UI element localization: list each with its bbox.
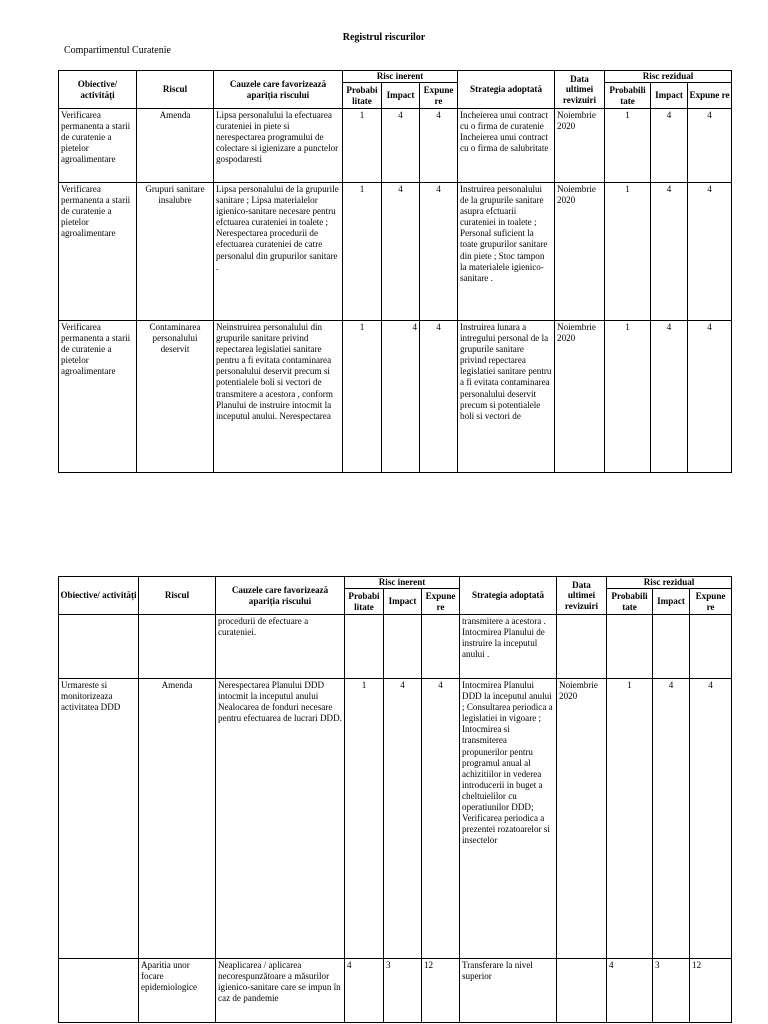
cell-risk: Grupuri sanitare insalubre bbox=[137, 183, 214, 321]
cell-probability: 1 bbox=[343, 109, 382, 183]
cell-residual-impact: 4 bbox=[651, 109, 688, 183]
cell-residual-impact: 4 bbox=[653, 679, 690, 959]
cell-impact: 4 bbox=[384, 679, 422, 959]
cell-residual-probability: 4 bbox=[607, 959, 653, 1023]
header-residual-impact: Impact bbox=[651, 83, 688, 109]
table-row bbox=[59, 959, 732, 1023]
cell-exposure: 4 bbox=[422, 679, 460, 959]
table-row bbox=[59, 183, 732, 321]
cell-residual-impact: 3 bbox=[653, 959, 690, 1023]
header-residual-exposure: Expune re bbox=[690, 589, 732, 615]
cell-objective: Verificarea permanenta a starii de curatenie a pietelor agroalimentare bbox=[59, 183, 137, 321]
risk-register-table-1 bbox=[58, 70, 732, 473]
cell-risk: Contaminarea personalului deservit bbox=[137, 321, 214, 473]
cell-impact: 4 bbox=[382, 183, 420, 321]
cell-review-date: Noiembrie 2020 bbox=[555, 321, 605, 473]
cell-risk: Amenda bbox=[137, 109, 214, 183]
header-impact: Impact bbox=[384, 589, 422, 615]
cell-residual-impact: 4 bbox=[651, 183, 688, 321]
department-label: Compartimentul Curatenie bbox=[64, 45, 171, 56]
cell-residual-impact: 4 bbox=[651, 321, 688, 473]
cell-causes: Lipsa personalului de la grupurile sanitare ; Lipsa materialelor igienico-sanitare necesare pentru efctuarea curateniei in toalete ; Nerespectarea procedurii de efectuarea curateniei de catre personalul din grupurilor sanitare . bbox=[214, 183, 343, 321]
cell-residual-exposure bbox=[690, 615, 732, 679]
header-risk: Riscul bbox=[139, 577, 216, 615]
cell-exposure: 4 bbox=[420, 109, 458, 183]
cell-residual-probability: 1 bbox=[607, 679, 653, 959]
cell-objective: Urmareste si monitorizeaza activitatea DDD bbox=[59, 679, 139, 959]
cell-review-date: Noiembrie 2020 bbox=[555, 183, 605, 321]
header-review-date: Data ultimei revizuiri bbox=[555, 71, 605, 109]
cell-exposure bbox=[422, 615, 460, 679]
cell-residual-exposure: 4 bbox=[690, 679, 732, 959]
header-inherent-risk: Risc inerent bbox=[345, 577, 460, 589]
table-row bbox=[59, 109, 732, 183]
cell-strategy: Transferare la nivel superior bbox=[460, 959, 557, 1023]
cell-causes: Neaplicarea / aplicarea necorespunzătoare a măsurilor igienico-sanitare care se impun în caz de pandemie bbox=[216, 959, 345, 1023]
header-residual-exposure: Expune re bbox=[688, 83, 732, 109]
header-residual-probability: Probabili tate bbox=[607, 589, 653, 615]
cell-objective bbox=[59, 615, 139, 679]
cell-impact bbox=[384, 615, 422, 679]
cell-risk bbox=[139, 615, 216, 679]
risk-register-table-2 bbox=[58, 576, 732, 1023]
header-probability: Probabi litate bbox=[345, 589, 384, 615]
header-residual-risk: Risc rezidual bbox=[605, 71, 732, 83]
document-title: Registrul riscurilor bbox=[342, 32, 426, 43]
cell-strategy: Incheierea unui contract cu o firma de curatenie Incheierea unui contract cu o firma de salubritate bbox=[458, 109, 555, 183]
cell-residual-exposure: 4 bbox=[688, 183, 732, 321]
header-causes: Cauzele care favorizează apariția riscului bbox=[216, 577, 345, 615]
cell-exposure: 4 bbox=[420, 321, 458, 473]
cell-strategy: Intocmirea Planului DDD la inceputul anului ; Consultarea periodica a legislatiei in vigoare ; Intocmirea si transmiterea propunerilor pentru programul anual al achizitiilor in vederea introducerii in buget a cheltuielilor cu operatiunilor DDD; Verificarea periodica a prezentei rozatoarelor si insectelor bbox=[460, 679, 557, 959]
cell-risk: Aparitia unor focare epidemiologice bbox=[139, 959, 216, 1023]
cell-review-date bbox=[557, 959, 607, 1023]
table-row bbox=[59, 321, 732, 473]
cell-review-date: Noiembrie 2020 bbox=[557, 679, 607, 959]
table-row bbox=[59, 679, 732, 959]
cell-residual-probability: 1 bbox=[605, 321, 651, 473]
cell-strategy: Instruirea lunara a intregului personal de la grupurile sanitare privind repectarea legislatiei sanitare pentru a fi evitata contaminarea personalului deservit precum si potentialele boli si vectori de bbox=[458, 321, 555, 473]
header-probability: Probabi litate bbox=[343, 83, 382, 109]
cell-objective bbox=[59, 959, 139, 1023]
cell-probability: 1 bbox=[345, 679, 384, 959]
cell-strategy: transmitere a acestora . Intocmirea Planului de instruire la inceputul anului . bbox=[460, 615, 557, 679]
cell-objective: Verificarea permanenta a starii de curatenie a pietelor agroalimentare bbox=[59, 109, 137, 183]
cell-objective: Verificarea permanenta a starii de curatenie a pietelor agroalimentare bbox=[59, 321, 137, 473]
header-exposure: Expune re bbox=[420, 83, 458, 109]
cell-residual-exposure: 12 bbox=[690, 959, 732, 1023]
header-residual-risk: Risc rezidual bbox=[607, 577, 732, 589]
cell-exposure: 4 bbox=[420, 183, 458, 321]
cell-residual-exposure: 4 bbox=[688, 109, 732, 183]
cell-residual-exposure: 4 bbox=[688, 321, 732, 473]
cell-impact: 3 bbox=[384, 959, 422, 1023]
cell-probability: 4 bbox=[345, 959, 384, 1023]
cell-residual-probability: 1 bbox=[605, 183, 651, 321]
header-causes: Cauzele care favorizează apariția riscului bbox=[214, 71, 343, 109]
cell-causes: Lipsa personalului la efectuarea curateniei in piete si nerespectarea programului de colectare si igienizare a punctelor gospodaresti bbox=[214, 109, 343, 183]
header-inherent-risk: Risc inerent bbox=[343, 71, 458, 83]
header-residual-impact: Impact bbox=[653, 589, 690, 615]
header-objectives: Obiective/ activități bbox=[59, 577, 139, 615]
header-strategy: Strategia adoptată bbox=[460, 577, 557, 615]
cell-causes: Nerespectarea Planului DDD intocmit la inceputul anului Nealocarea de fonduri necesare pentru efectuarea de lucrari DDD. bbox=[216, 679, 345, 959]
cell-review-date bbox=[557, 615, 607, 679]
header-residual-probability: Probabili tate bbox=[605, 83, 651, 109]
table-row bbox=[59, 615, 732, 679]
header-risk: Riscul bbox=[137, 71, 214, 109]
cell-probability: 1 bbox=[343, 183, 382, 321]
header-exposure: Expune re bbox=[422, 589, 460, 615]
cell-exposure: 12 bbox=[422, 959, 460, 1023]
cell-strategy: Instruirea personalului de la grupurile sanitare asupra efctuarii curateniei in toalete ; Personal suficient la toate grupurilor sanitare din piete ; Stoc tampon la materialele igienico-sanitare . bbox=[458, 183, 555, 321]
header-impact: Impact bbox=[382, 83, 420, 109]
cell-causes: procedurii de efectuare a curateniei. bbox=[216, 615, 345, 679]
cell-impact: 4 bbox=[382, 109, 420, 183]
cell-residual-impact bbox=[653, 615, 690, 679]
header-review-date: Data ultimei revizuiri bbox=[557, 577, 607, 615]
cell-review-date: Noiembrie 2020 bbox=[555, 109, 605, 183]
cell-residual-probability: 1 bbox=[605, 109, 651, 183]
cell-probability: 1 bbox=[343, 321, 382, 473]
cell-causes: Neinstruirea personalului din grupurile sanitare privind repectarea legislatiei sanitare pentru a fi evitata contaminarea personalului deservit precum si potentialele boli si vectori de transmitere a acestora , conform Planului de instruire intocmit la inceputul anului. Nerespectarea bbox=[214, 321, 343, 473]
cell-probability bbox=[345, 615, 384, 679]
header-strategy: Strategia adoptată bbox=[458, 71, 555, 109]
cell-risk: Amenda bbox=[139, 679, 216, 959]
header-objectives: Obiective/ activități bbox=[59, 71, 137, 109]
cell-residual-probability bbox=[607, 615, 653, 679]
cell-impact: 4 bbox=[382, 321, 420, 473]
